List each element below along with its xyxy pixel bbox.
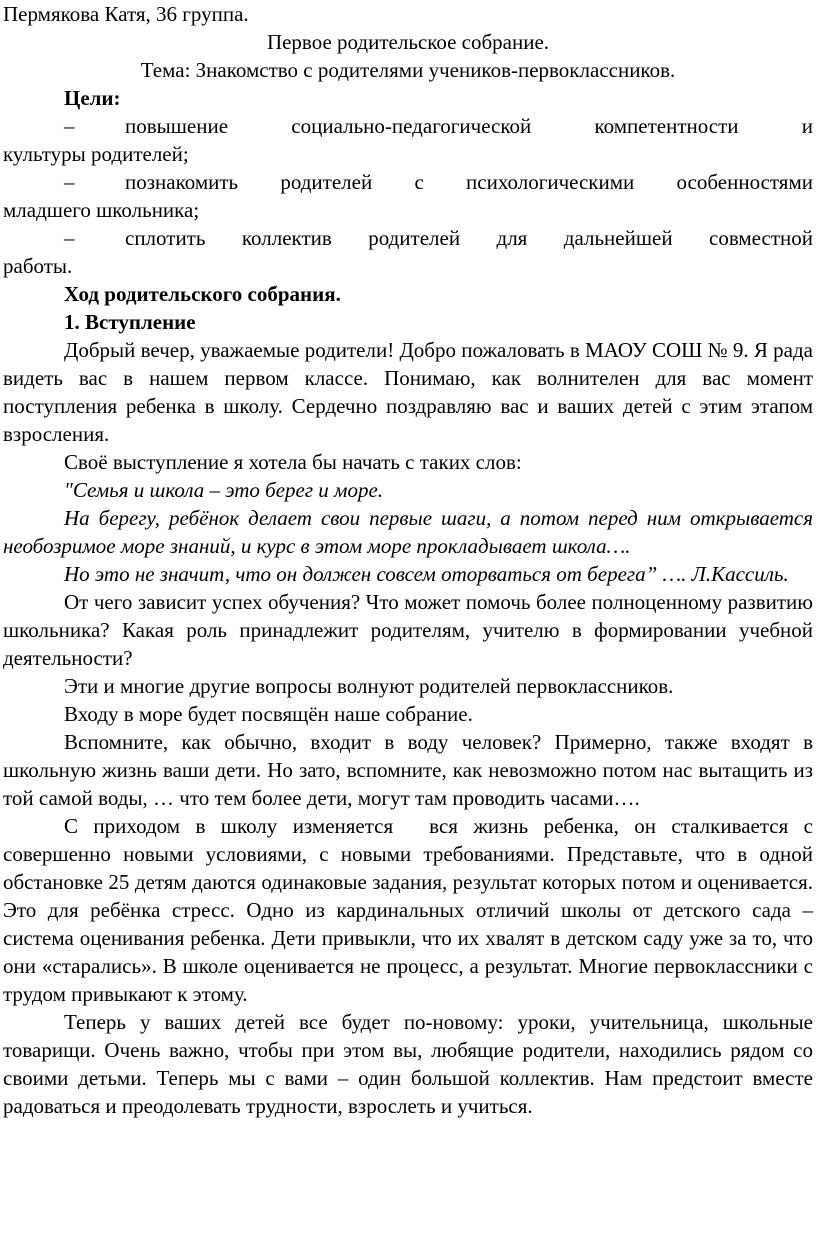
goal-continuation: работы.: [3, 254, 73, 278]
paragraph-sea-entry: Входу в море будет посвящён наше собрание.: [64, 702, 473, 726]
goal-continuation: культуры родителей;: [3, 142, 189, 166]
goal-text: познакомить родителей с психологическими особенностями: [125, 170, 813, 194]
paragraph-school-change: [3, 812, 813, 1008]
dash-bullet: –: [64, 114, 75, 138]
goal-item: [3, 112, 813, 168]
dash-bullet: –: [64, 226, 75, 250]
quote-line-1: "Семья и школа – это берег и море.: [64, 478, 384, 502]
meeting-topic: Тема: Знакомство с родителями учеников-первоклассников.: [140, 58, 676, 82]
paragraph-welcome: Добрый вечер, уважаемые родители! Добро пожаловать в МАОУ СОШ № 9. Я рада видеть вас в нашем первом классе. Понимаю, как волнителен для вас момент поступления ребенка в школу. Сердечно поздравляю вас и ваших детей с этим этапом взросления.: [3, 338, 813, 446]
paragraph-rest: вся жизнь ребенка, он сталкивается с совершенно новыми условиями, с новыми требованиями. Представьте, что в одной обстановке 25 детям даются одинаковые задания, результат которых потом и оценивается. Это для ребёнка стресс. Одно из кардинальных отличий школы от детского сада – система оценивания ребенка. Дети привыкли, что их хвалят в детском саду уже за то, что они «старались». В школе оценивается не процесс, а результат. Многие первоклассники с трудом привыкают к этому.: [3, 814, 813, 1006]
goal-item: [3, 224, 813, 280]
goal-first-line: [3, 168, 813, 196]
goals-heading: Цели:: [64, 86, 121, 110]
goal-text: повышение социально-педагогической компетентности и: [125, 114, 813, 138]
paragraph-new-life: Теперь у ваших детей все будет по-новому: уроки, учительница, школьные товарищи. Очень важно, чтобы при этом вы, любящие родители, находились рядом со своими детьми. Теперь мы с вами – один большой коллектив. Нам предстоит вместе радоваться и преодолевать трудности, взрослеть и учиться.: [3, 1010, 813, 1118]
paragraph-concerns: Эти и многие другие вопросы волнуют родителей первоклассников.: [64, 674, 674, 698]
goals-list: [3, 112, 813, 280]
goal-text: сплотить коллектив родителей для дальнейшей совместной: [125, 226, 813, 250]
goal-first-line: [3, 224, 813, 252]
author-line: Пермякова Катя, 36 группа.: [3, 2, 249, 26]
document-page: [3, 0, 813, 1120]
goal-item: [3, 168, 813, 224]
quote-line-2: На берегу, ребёнок делает свои первые шаги, а потом перед ним открывается необозримое море знаний, и курс в этом море прокладывает школа….: [3, 506, 813, 558]
dash-bullet: –: [64, 170, 75, 194]
paragraph-questions: От чего зависит успех обучения? Что может помочь более полноценному развитию школьника? Какая роль принадлежит родителям, учителю в формировании учебной деятельности?: [3, 590, 813, 670]
paragraph-start: С приходом в школу изменяется: [64, 814, 394, 838]
goal-continuation: младшего школьника;: [3, 198, 200, 222]
goal-first-line: [3, 112, 813, 140]
document-title: Первое родительское собрание.: [266, 30, 550, 54]
paragraph-water: Вспомните, как обычно, входит в воду человек? Примерно, также входят в школьную жизнь ваши дети. Но зато, вспомните, как невозможно потом нас вытащить из той самой воды, … что тем более дети, могут там проводить часами….: [3, 730, 813, 810]
quote-line-3: Но это не значит, что он должен совсем оторваться от берега” …. Л.Кассиль.: [64, 562, 789, 586]
section-heading: 1. Вступление: [64, 310, 196, 334]
paragraph-intro: Своё выступление я хотела бы начать с таких слов:: [64, 450, 522, 474]
course-heading: Ход родительского собрания.: [64, 282, 341, 306]
